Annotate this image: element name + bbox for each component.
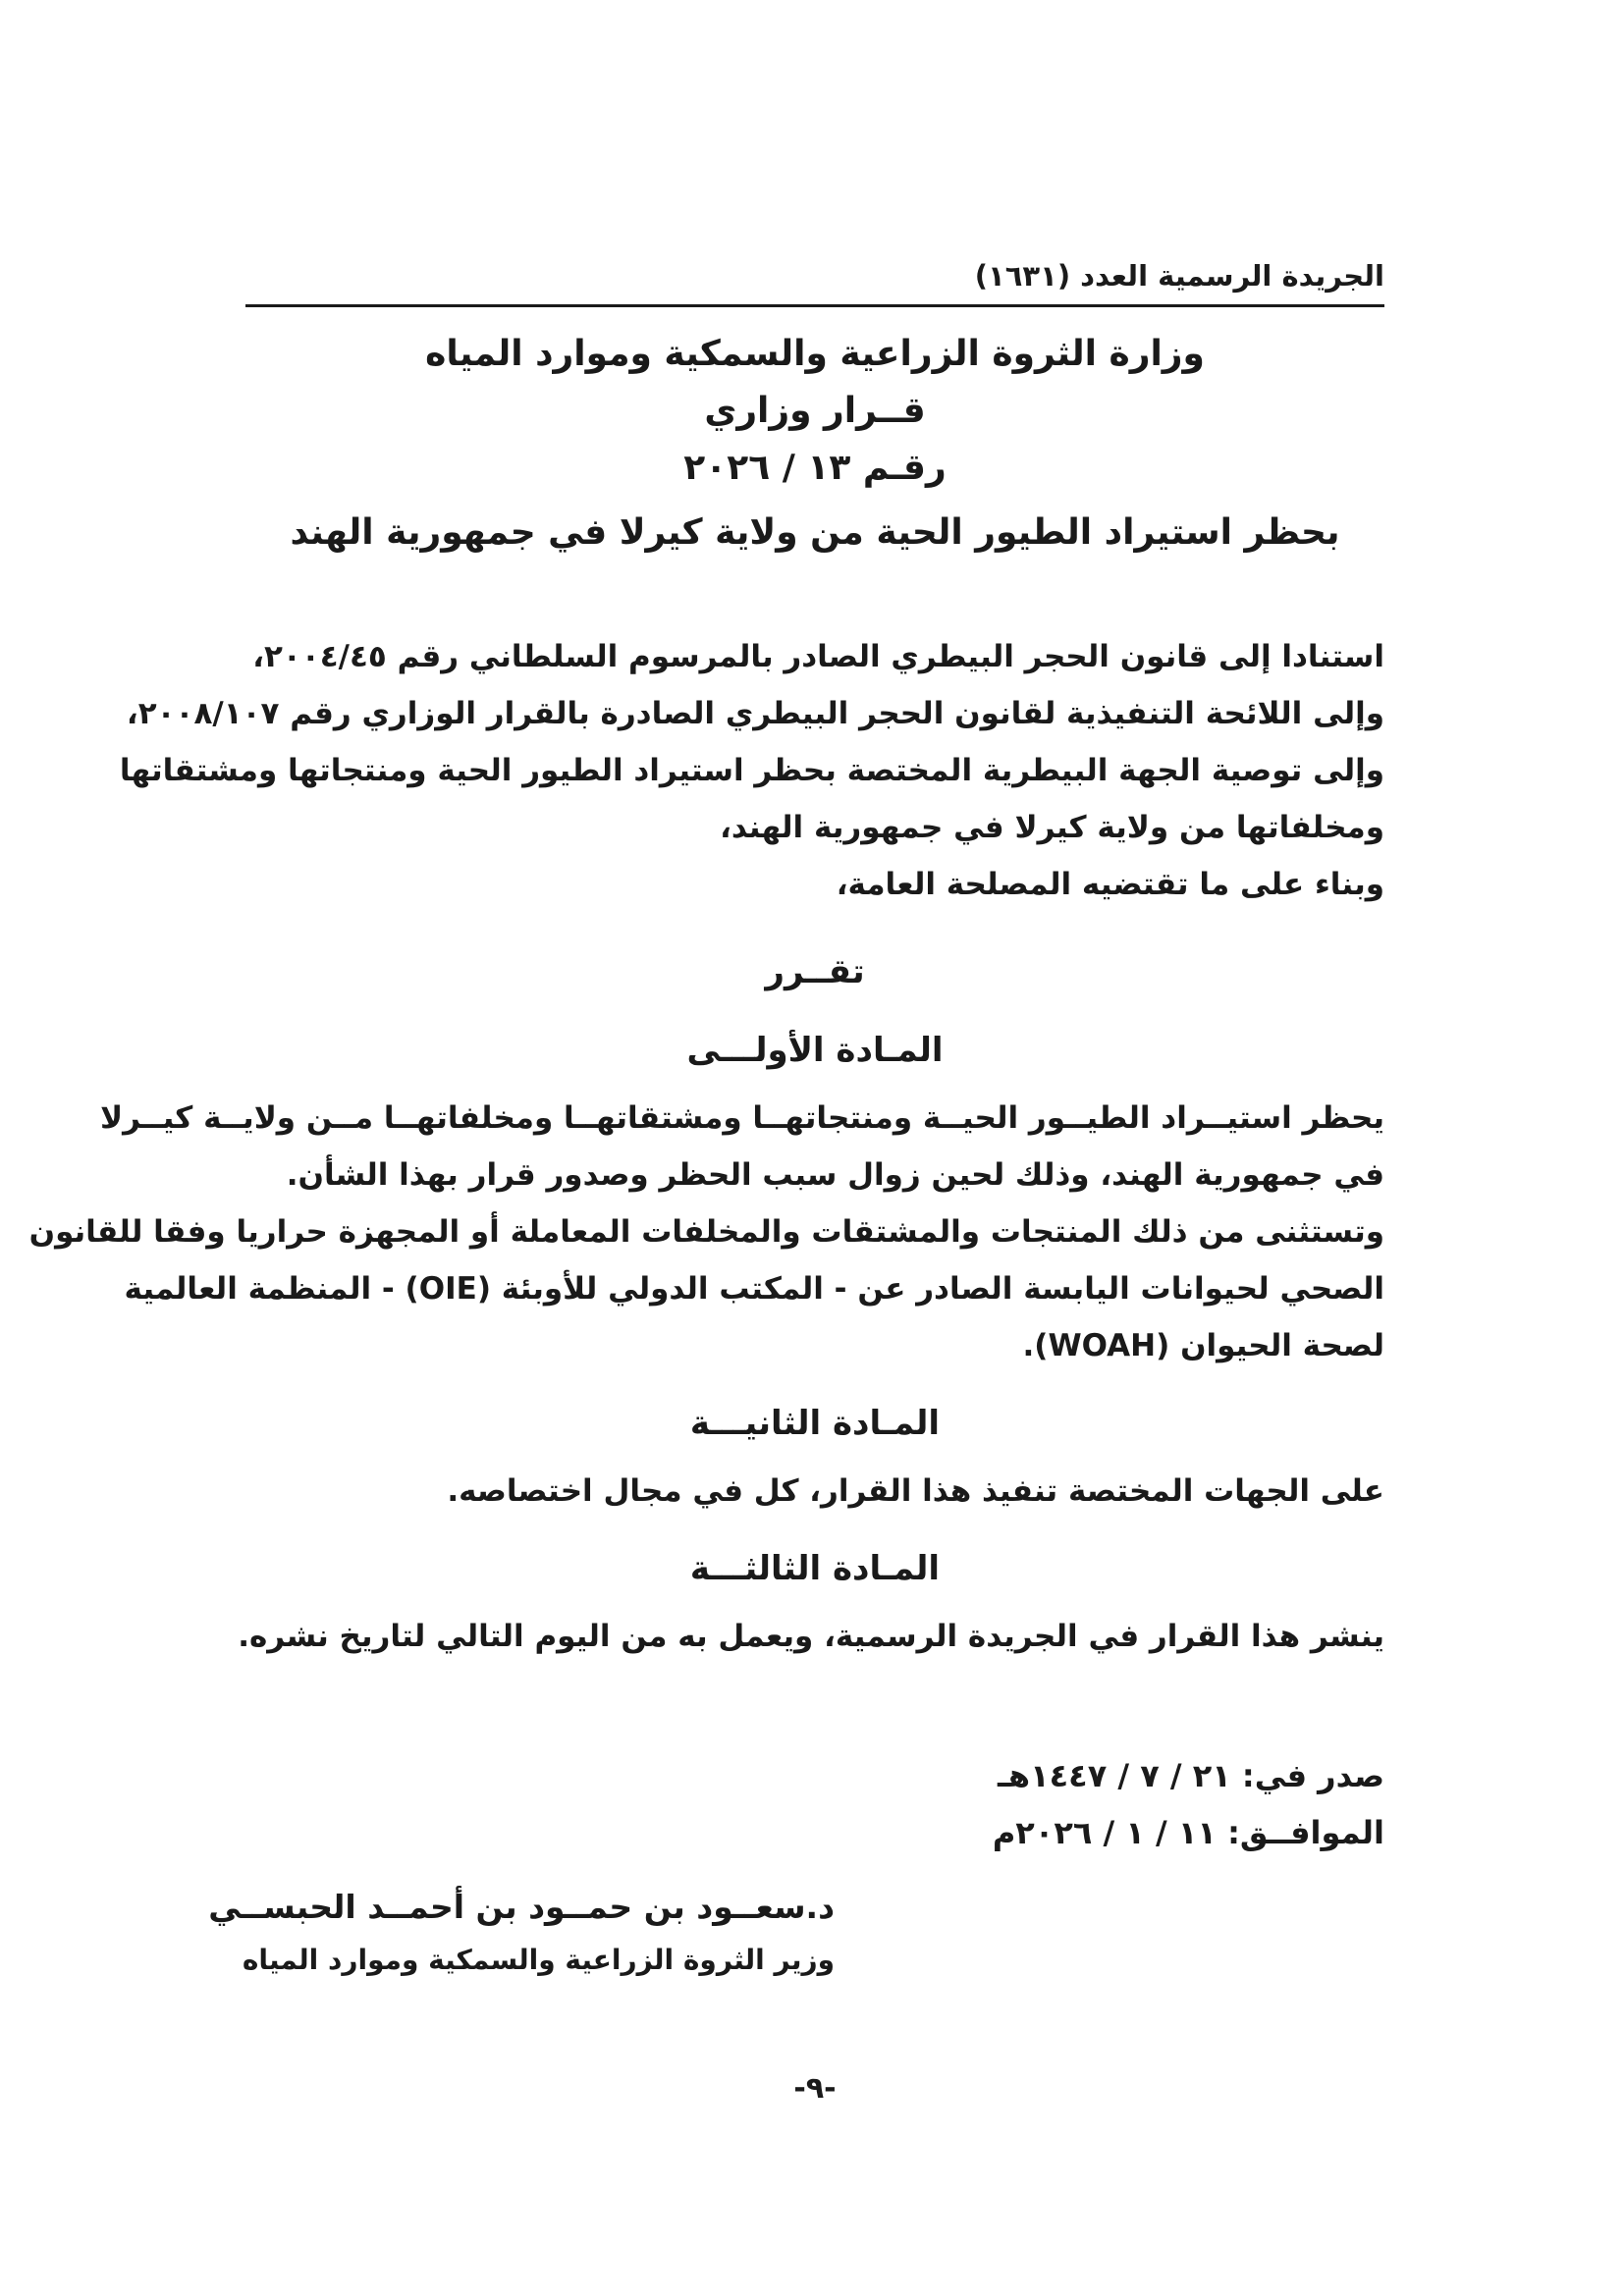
decides-heading: تقــرر: [765, 952, 865, 991]
decision-subject: بحظر استيراد الطيور الحية من ولاية كيرلا في جمهورية الهند: [290, 512, 1340, 553]
issue-dates: [245, 1747, 1384, 1861]
article-line: ينشر هذا القرار في الجريدة الرسمية، ويعمل به من اليوم التالي لتاريخ نشره.: [238, 1619, 1384, 1654]
preamble-line: استنادا إلى قانون الحجر البيطري الصادر بالمرسوم السلطاني رقم ٢٠٠٤/٤٥،: [252, 639, 1384, 674]
article-heading: المـادة الثالثـــة: [689, 1549, 941, 1588]
decision-number: رقـم ١٣ / ٢٠٢٦: [683, 448, 947, 488]
gazette-page: [28, 0, 1384, 2296]
preamble-line: وإلى توصية الجهة البيطرية المختصة بحظر استيراد الطيور الحية ومنتجاتها ومشتقاتها: [119, 753, 1384, 788]
decision-body: [28, 628, 1384, 1665]
preamble-line: وإلى اللائحة التنفيذية لقانون الحجر البيطري الصادرة بالقرار الوزاري رقم ٢٠٠٨/١٠٧،: [126, 696, 1384, 731]
article-second: [245, 1394, 1384, 1520]
article-line: لصحة الحيوان (WOAH).: [1022, 1328, 1384, 1363]
article-first: [28, 1021, 1384, 1374]
issued-date-hijri: صدر في: ٢١ / ٧ / ١٤٤٧هـ: [997, 1757, 1384, 1794]
article-line: يحظر استيــراد الطيــور الحيــة ومنتجاتهــا ومشتقاتهــا ومخلفاتهــا مــن ولايــة كيــرلا: [100, 1100, 1384, 1136]
page-number: -٩-: [793, 2071, 837, 2106]
article-heading: المـادة الأولـــى: [686, 1031, 944, 1070]
article-third: [238, 1539, 1384, 1665]
preamble: [119, 628, 1384, 913]
article-line: الصحي لحيوانات اليابسة الصادر عن - المكتب الدولي للأوبئة (OIE) - المنظمة العالمية: [124, 1271, 1384, 1307]
minister-title: وزير الثروة الزراعية والسمكية وموارد المياه: [242, 1944, 835, 1976]
preamble-line: وبناء على ما تقتضيه المصلحة العامة،: [836, 867, 1384, 902]
article-line: وتستثنى من ذلك المنتجات والمشتقات والمخلفات المعاملة أو المجهزة حراريا وفقا للقانون: [28, 1214, 1384, 1250]
corresponding-date-gregorian: الموافــق: ١١ / ١ / ٢٠٢٦م: [992, 1814, 1384, 1851]
preamble-line: ومخلفاتها من ولاية كيرلا في جمهورية الهند،: [720, 810, 1384, 845]
ministry-name: وزارة الثروة الزراعية والسمكية وموارد المياه: [425, 334, 1205, 374]
article-line: على الجهات المختصة تنفيذ هذا القرار، كل في مجال اختصاصه.: [447, 1473, 1384, 1509]
minister-name: د.سعــود بن حمــود بن أحمــد الحبســي: [208, 1888, 835, 1926]
page-header: [245, 257, 1384, 307]
article-heading: المـادة الثانيـــة: [689, 1404, 941, 1443]
decision-title-block: [245, 326, 1384, 561]
gazette-issue-line: الجريدة الرسمية العدد (١٦٣١): [974, 259, 1384, 293]
signature-block: [208, 1880, 835, 1986]
article-line: في جمهورية الهند، وذلك لحين زوال سبب الحظر وصدور قرار بهذا الشأن.: [286, 1157, 1384, 1193]
decision-type: قــرار وزاري: [704, 391, 926, 431]
